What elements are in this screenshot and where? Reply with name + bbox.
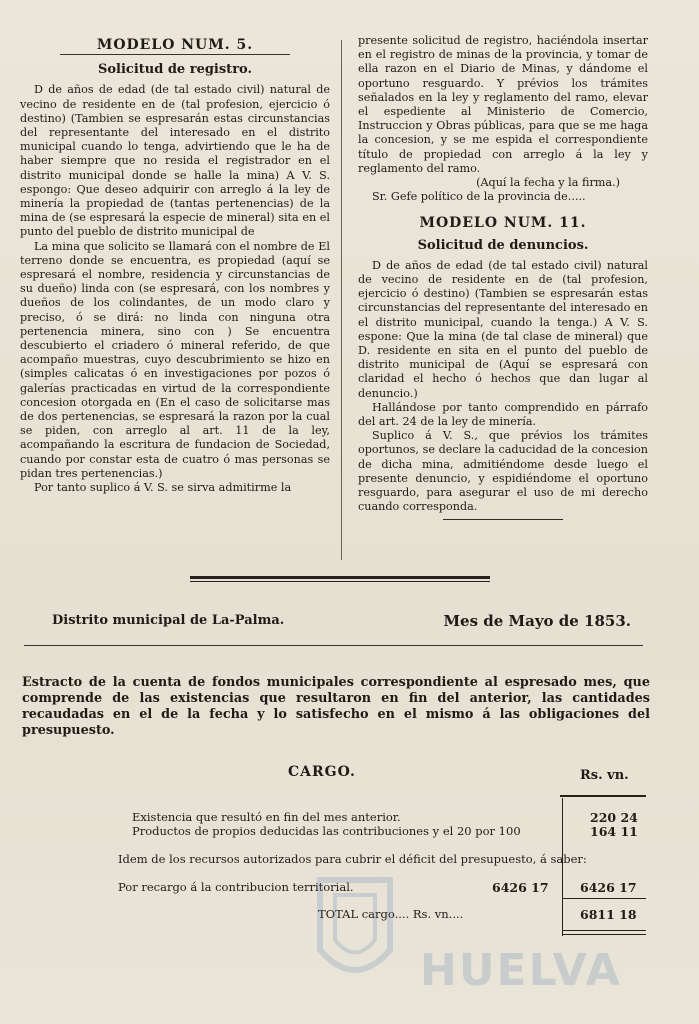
model-11-paragraph: Hallándose por tanto comprendido en párrafo del art. 24 de la ley de minería. (358, 400, 648, 429)
deficit-label: Idem de los recursos autorizados para cubrir el déficit del presupuesto, á saber: (118, 852, 587, 866)
model-5-paragraph: Por tanto suplico á V. S. se sirva admitirme la (34, 481, 292, 495)
model-11-paragraph: Suplico á V. S., que prévios los trámites oportunos, se declare la caducidad de la concesion de dicha mina, admitiéndome desde luego el presente denuncio, y espidiéndome el oportuno resguardo, para asegurar el uso de mi derecho cuando corresponda. (358, 429, 648, 514)
model-11-paragraph: D de años de edad (de tal estado civil) natural de vecino de residente en de (tal profesion, ejercicio ó destino) (Tambien se espresarán estas circunstancias del representante del interesado en el distrito municipal, cuando la tenga.) A V. S. espone: Que la mina (de tal clase de mineral) que D. residente en sita en el punto del pueblo de distrito municipal de (Aquí se espresará con claridad el hecho ó hechos que dan lugar al denuncio.) (358, 258, 648, 400)
model-11-subtitle: Solicitud de denuncios. (417, 237, 589, 253)
rs-vn-header: Rs. vn. (580, 768, 629, 783)
continued-paragraph: presente solicitud de registro, haciéndola insertar en el registro de minas de la provincia, y tomar de ella razon en el Diario de Minas, y dándome el oportuno resguardo. Y prévios los trámites señalados en la ley y reglamento del ramo, elevar el espediente al Ministerio de Comercio, Instruccion y Obras públicas, para que se me haga la concesion, y se me espida el correspondiente título de propiedad con arreglo á la ley y reglamento del ramo. (358, 34, 648, 175)
ledger-row-label: Productos de propios deducidas las contribuciones y el 20 por 100 (132, 824, 521, 838)
total-amount: 6811 18 (580, 907, 637, 922)
ledger-row-amount: 164 11 (590, 824, 638, 839)
column-divider (341, 40, 342, 560)
estracto-paragraph: Estracto de la cuenta de fondos municipales correspondiente al espresado mes, que comprende de las existencias que resultaron en fin del anterior, las cantidades recaudadas en el de la fecha y lo satisfecho en el mismo á las obligaciones del presupuesto. (22, 675, 650, 738)
addressee-line: Sr. Gefe político de la provincia de..... (372, 190, 586, 204)
district-heading: Distrito municipal de La-Palma. (52, 613, 285, 628)
model-5-title: MODELO NUM. 5. (96, 37, 254, 53)
ledger-row-label: Existencia que resultó en fin del mes anterior. (132, 810, 401, 824)
model-5-paragraph: La mina que solicito se llamará con el nombre de El terreno donde se encuentra, es propiedad (aquí se espresará el nombre, residencia y circunstancias de su dueño) linda con (se espresará, con los nombres y dueños de los colindantes, de un modo claro y preciso, ó se dirá: no linda con ninguna otra pertenencia minera, sino con ) Se encuentra descubierto el criadero ó mineral referido, de que acompaño muestras, cuyo descubrimiento se hizo en (simples calicatas ó en investigaciones por pozos ó galerías practicadas en virtud de la correspondiente concesion otorgada en (En el caso de solicitarse mas de dos pertenencias, se espresará la razon por la cual se piden, con arreglo al art. 11 de la ley, acompañando la escritura de fundacion de Sociedad, cuando por constar esta de cuatro ó mas personas se pidan tres pertenencias.) (20, 239, 330, 480)
section-end-rule (443, 519, 563, 520)
rs-header-rule (560, 795, 646, 797)
cargo-title: CARGO. (288, 764, 356, 780)
model-5-subtitle: Solicitud de registro. (97, 62, 253, 78)
separator-thin-rule (190, 581, 490, 582)
month-heading: Mes de Mayo de 1853. (443, 612, 631, 630)
right-column (358, 34, 648, 520)
model-5-paragraph: D de años de edad (de tal estado civil) natural de vecino de residente en de (tal profesion, ejercicio ó destino) (Tambien se espresarán estas circunstancias del representante del interesado en el distrito municipal cuando lo tenga, advirtiendo que le ha de haber siempre que no resida el registrador en el distrito municipal donde se halle la mina) A V. S. espongo: Que deseo adquirir con arreglo á la ley de minería la propiedad de (tantas pertenencias) de la mina de (se espresará la especie de mineral) sita en el punto del pueblo de distrito municipal de (20, 83, 330, 239)
ledger-row-amount: 220 24 (590, 810, 638, 825)
separator-thick-rule (190, 576, 490, 579)
total-label: TOTAL cargo.... Rs. vn.... (318, 907, 464, 921)
left-column (20, 34, 330, 495)
recargo-amount: 6426 17 (580, 880, 637, 895)
model-11-title: MODELO NUM. 11. (419, 215, 587, 232)
heading-rule (24, 645, 643, 646)
date-signature-line: (Aquí la fecha y la firma.) (476, 176, 620, 190)
recargo-inner-amount: 6426 17 (492, 880, 549, 895)
recargo-label: Por recargo á la contribucion territorial. (118, 880, 354, 894)
watermark-text: HUELVA (420, 945, 622, 996)
title-rule (60, 54, 290, 55)
